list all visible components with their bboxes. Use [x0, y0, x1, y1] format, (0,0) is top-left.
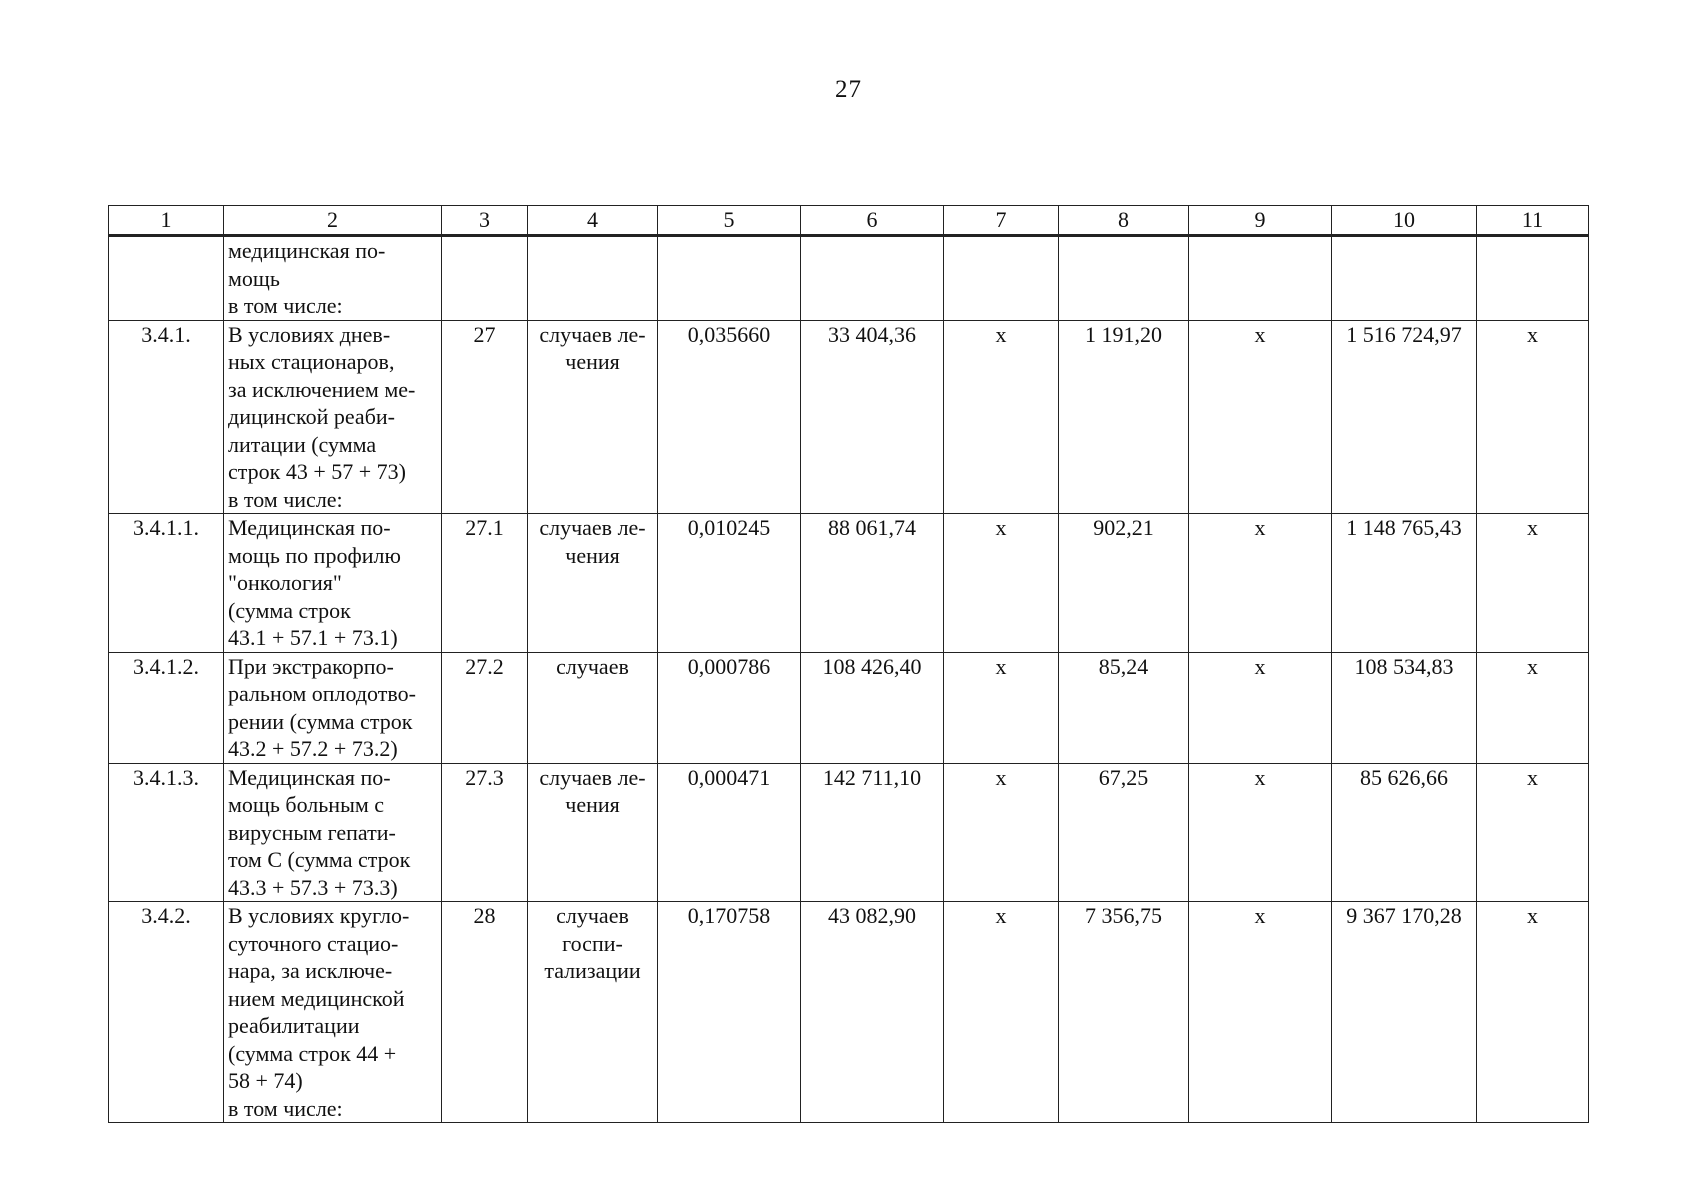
- row-number-cell: 3.4.1.1.: [109, 514, 224, 653]
- indicator-name-line: Медицинская по-: [228, 764, 391, 790]
- unit-cell: [528, 320, 658, 514]
- indicator-name-line: (сумма строк: [228, 597, 351, 623]
- column-header: 7: [944, 206, 1059, 236]
- indicator-name-line: том С (сумма строк: [228, 847, 411, 872]
- indicator-name-line: нара, за исключе-: [228, 958, 393, 983]
- indicator-name-line: в том числе:: [228, 293, 343, 318]
- value-cell-5: 0,170758: [658, 902, 801, 1123]
- row-number-cell: 3.4.1.2.: [109, 652, 224, 763]
- indicator-name-line: вирусным гепати-: [228, 819, 396, 845]
- unit-line: чения: [565, 349, 620, 374]
- value-cell-6: 108 426,40: [801, 652, 944, 763]
- value-cell-6: [801, 236, 944, 321]
- unit-line: тализации: [544, 958, 641, 983]
- indicator-name-line: строк 43 + 57 + 73): [228, 459, 406, 484]
- value-cell-10: 9 367 170,28: [1332, 902, 1477, 1123]
- indicator-name-line: рении (сумма строк: [228, 708, 413, 734]
- indicator-name-line: 58 + 74): [228, 1068, 303, 1093]
- unit-cell: [528, 514, 658, 653]
- column-header: 11: [1477, 206, 1589, 236]
- indicator-name-line: Медицинская по-: [228, 515, 391, 540]
- page-number: 27: [835, 76, 862, 103]
- value-cell-11: х: [1477, 514, 1589, 653]
- value-cell-6: 43 082,90: [801, 902, 944, 1123]
- value-cell-10: 1 516 724,97: [1332, 320, 1477, 514]
- line-number-cell: 27: [442, 320, 528, 514]
- line-number-cell: 27.3: [442, 763, 528, 902]
- indicator-name-line: мощь: [228, 265, 280, 291]
- row-number-cell: 3.4.1.3.: [109, 763, 224, 902]
- column-header: 5: [658, 206, 801, 236]
- value-cell-7: х: [944, 514, 1059, 653]
- line-number-cell: 27.1: [442, 514, 528, 653]
- unit-line: случаев ле-: [539, 515, 646, 540]
- column-header: 9: [1189, 206, 1332, 236]
- table-row: [109, 763, 1589, 902]
- value-cell-11: х: [1477, 902, 1589, 1123]
- row-number-cell: [109, 236, 224, 321]
- value-cell-6: 142 711,10: [801, 763, 944, 902]
- column-header: 3: [442, 206, 528, 236]
- value-cell-5: 0,010245: [658, 514, 801, 653]
- indicator-name-line: 43.3 + 57.3 + 73.3): [228, 874, 398, 900]
- unit-cell: [528, 236, 658, 321]
- indicator-name-line: 43.1 + 57.1 + 73.1): [228, 625, 398, 650]
- indicator-name-line: "онкология": [228, 570, 342, 595]
- value-cell-5: 0,000786: [658, 652, 801, 763]
- indicator-name-line: В условиях кругло-: [228, 903, 410, 928]
- value-cell-7: [944, 236, 1059, 321]
- column-number-row: [109, 206, 1589, 236]
- indicator-name-line: нием медицинской: [228, 985, 405, 1011]
- value-cell-7: х: [944, 763, 1059, 902]
- unit-line: случаев ле-: [539, 764, 646, 790]
- value-cell-7: х: [944, 652, 1059, 763]
- value-cell-9: [1189, 236, 1332, 321]
- indicator-name-line: за исключением ме-: [228, 376, 416, 402]
- value-cell-7: х: [944, 902, 1059, 1123]
- value-cell-8: 902,21: [1059, 514, 1189, 653]
- column-header: 6: [801, 206, 944, 236]
- unit-line: случаев: [556, 653, 629, 679]
- value-cell-9: х: [1189, 320, 1332, 514]
- value-cell-6: 33 404,36: [801, 320, 944, 514]
- indicator-name-line: (сумма строк 44 +: [228, 1040, 397, 1066]
- indicator-name-line: мощь больным с: [228, 792, 385, 817]
- table-row: [109, 652, 1589, 763]
- indicator-name-line: дицинской реаби-: [228, 404, 395, 429]
- indicator-name-line: В условиях днев-: [228, 321, 391, 347]
- unit-line: случаев ле-: [539, 321, 646, 347]
- value-cell-10: [1332, 236, 1477, 321]
- table-row: [109, 320, 1589, 514]
- unit-line: госпи-: [562, 930, 623, 956]
- table-row: [109, 902, 1589, 1123]
- value-cell-8: 85,24: [1059, 652, 1189, 763]
- value-cell-10: 85 626,66: [1332, 763, 1477, 902]
- indicator-name-line: ральном оплодотво-: [228, 681, 416, 706]
- value-cell-8: [1059, 236, 1189, 321]
- value-cell-5: 0,000471: [658, 763, 801, 902]
- value-cell-9: х: [1189, 902, 1332, 1123]
- column-header: 1: [109, 206, 224, 236]
- column-header: 4: [528, 206, 658, 236]
- value-cell-9: х: [1189, 763, 1332, 902]
- indicator-name-cell: [224, 902, 442, 1123]
- indicator-name-line: медицинская по-: [228, 238, 386, 263]
- unit-line: случаев: [556, 903, 629, 928]
- column-header: 10: [1332, 206, 1477, 236]
- line-number-cell: 28: [442, 902, 528, 1123]
- indicator-name-line: При экстракорпо-: [228, 653, 394, 679]
- indicator-name-line: суточного стацио-: [228, 930, 399, 956]
- indicator-name-cell: [224, 514, 442, 653]
- row-number-cell: 3.4.2.: [109, 902, 224, 1123]
- value-cell-5: [658, 236, 801, 321]
- value-cell-11: [1477, 236, 1589, 321]
- indicator-name-cell: [224, 236, 442, 321]
- unit-cell: [528, 763, 658, 902]
- indicator-name-line: реабилитации: [228, 1013, 360, 1038]
- indicator-name-line: ных стационаров,: [228, 349, 395, 374]
- data-table: [108, 205, 1589, 1123]
- indicator-name-cell: [224, 763, 442, 902]
- line-number-cell: 27.2: [442, 652, 528, 763]
- value-cell-8: 1 191,20: [1059, 320, 1189, 514]
- line-number-cell: [442, 236, 528, 321]
- indicator-name-line: литации (сумма: [228, 431, 377, 457]
- unit-line: чения: [565, 542, 620, 568]
- value-cell-7: х: [944, 320, 1059, 514]
- value-cell-6: 88 061,74: [801, 514, 944, 653]
- value-cell-10: 108 534,83: [1332, 652, 1477, 763]
- column-header: 2: [224, 206, 442, 236]
- column-header: 8: [1059, 206, 1189, 236]
- value-cell-11: х: [1477, 320, 1589, 514]
- indicator-name-line: в том числе:: [228, 486, 343, 512]
- indicator-name-line: 43.2 + 57.2 + 73.2): [228, 736, 398, 761]
- indicator-name-line: в том числе:: [228, 1095, 343, 1121]
- unit-cell: [528, 652, 658, 763]
- table-row: [109, 514, 1589, 653]
- value-cell-9: х: [1189, 514, 1332, 653]
- indicator-name-line: мощь по профилю: [228, 542, 401, 568]
- unit-cell: [528, 902, 658, 1123]
- table-body: [109, 236, 1589, 1123]
- table-row: [109, 236, 1589, 321]
- value-cell-11: х: [1477, 763, 1589, 902]
- indicator-name-cell: [224, 652, 442, 763]
- value-cell-10: 1 148 765,43: [1332, 514, 1477, 653]
- value-cell-9: х: [1189, 652, 1332, 763]
- value-cell-11: х: [1477, 652, 1589, 763]
- value-cell-5: 0,035660: [658, 320, 801, 514]
- indicator-name-cell: [224, 320, 442, 514]
- value-cell-8: 7 356,75: [1059, 902, 1189, 1123]
- row-number-cell: 3.4.1.: [109, 320, 224, 514]
- value-cell-8: 67,25: [1059, 763, 1189, 902]
- unit-line: чения: [565, 792, 620, 817]
